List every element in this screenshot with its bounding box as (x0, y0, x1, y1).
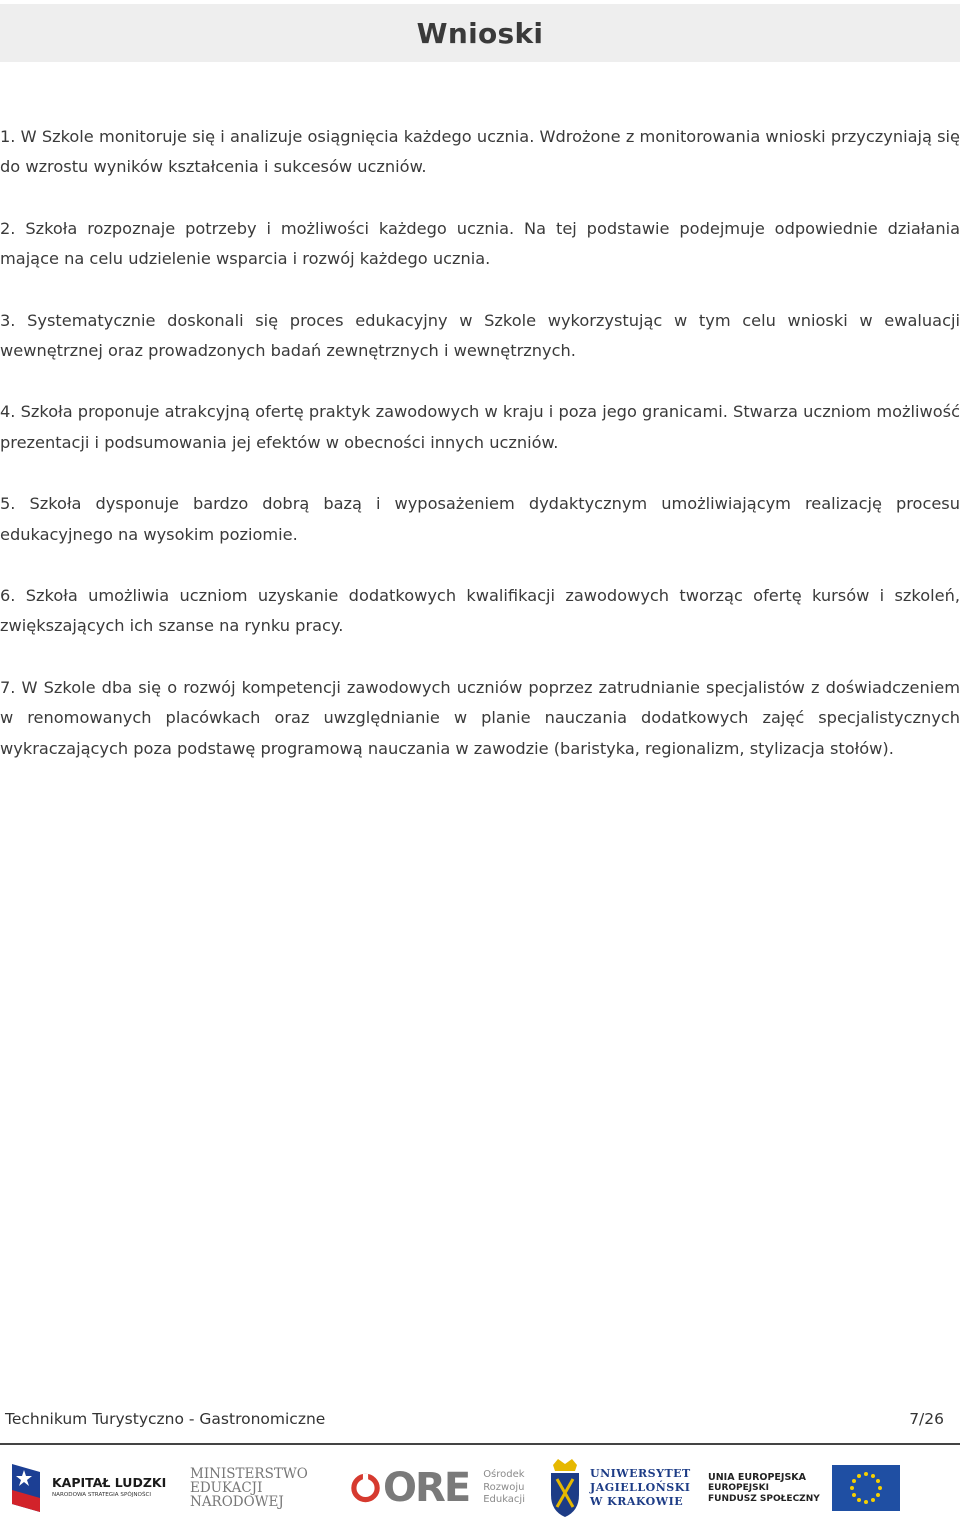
conclusion-item-2: 2. Szkoła rozpoznaje potrzeby i możliwości każdego ucznia. Na tej podstawie podejmuje odpowiednie działania mające na celu udzielenie wsparcia i rozwój każdego ucznia. (0, 218, 960, 269)
men-logo (190, 1452, 320, 1524)
eu-line-2: EUROPEJSKI (708, 1482, 769, 1493)
footer-logos (0, 1452, 960, 1524)
footer-school-name: Technikum Turystyczno - Gastronomiczne (5, 1410, 326, 1428)
eu-flag-icon (832, 1465, 900, 1511)
conclusion-item-3: 3. Systematycznie doskonali się proces edukacyjny w Szkole wykorzystując w tym celu wnioski w ewaluacji wewnętrznej oraz prowadzonych badań zewnętrznych i wewnętrznych. (0, 310, 960, 361)
men-line-3: NARODOWEJ (190, 1494, 284, 1511)
conclusions-list (0, 122, 960, 795)
kapital-ludzki-flag-icon (10, 1460, 44, 1516)
uj-logo (548, 1452, 698, 1524)
uj-line-3: W KRAKOWIE (590, 1495, 684, 1509)
uj-line-1: UNIWERSYTET (590, 1466, 691, 1480)
men-line-1: MINISTERSTWO (190, 1465, 308, 1482)
ore-ring-icon (350, 1464, 381, 1512)
conclusion-item-5: 5. Szkoła dysponuje bardzo dobrą bazą i wyposażeniem dydaktycznym umożliwiającym realizację procesu edukacyjnego na wysokim poziomie. (0, 494, 960, 544)
conclusion-item-6: 6. Szkoła umożliwia uczniom uzyskanie dodatkowych kwalifikacji zawodowych tworząc ofertę kursów i szkoleń, zwiększających ich szanse na rynku pracy. (0, 586, 960, 636)
uj-crest-icon (548, 1457, 582, 1519)
kapital-ludzki-subtitle: NARODOWA STRATEGIA SPÓJNOŚCI (52, 1491, 152, 1498)
footer-divider (0, 1443, 960, 1445)
eu-line-1: UNIA EUROPEJSKA (708, 1471, 806, 1483)
page-title: Wnioski (416, 16, 544, 50)
ore-logo (350, 1452, 525, 1524)
title-bar (0, 4, 960, 62)
uj-line-2: JAGIELLOŃSKI (590, 1480, 691, 1494)
conclusion-item-7: 7. W Szkole dba się o rozwój kompetencji zawodowych uczniów poprzez zatrudnianie specjalistów z doświadczeniem w renomowanych placówkach oraz uwzględnianie w planie nauczania dodatkowych zajęć specjalistycznych wykraczających poza podstawę programową nauczania w zawodzie (baristyka, regionalizm, stylizacja stołów). (0, 677, 960, 758)
kapital-ludzki-logo (10, 1452, 175, 1524)
kapital-ludzki-title: KAPITAŁ LUDZKI (52, 1475, 167, 1491)
footer-page-number: 7/26 (909, 1410, 944, 1428)
men-line-2: EDUKACJI (190, 1479, 263, 1496)
ore-line-1: Ośrodek (483, 1469, 525, 1481)
conclusion-item-1: 1. W Szkole monitoruje się i analizuje osiągnięcia każdego ucznia. Wdrożone z monitorowania wnioski przyczyniają się do wzrostu wyników kształcenia i sukcesów uczniów. (0, 127, 960, 177)
ore-line-3: Edukacji (483, 1494, 525, 1506)
ore-line-2: Rozwoju (483, 1481, 525, 1493)
ore-mark: ORE (383, 1465, 470, 1511)
eu-line-3: FUNDUSZ SPOŁECZNY (708, 1493, 820, 1504)
conclusion-item-4: 4. Szkoła proponuje atrakcyjną ofertę praktyk zawodowych w kraju i poza jego granicami. Stwarza uczniom możliwość prezentacji i podsumowania jej efektów w obecności innych uczniów. (0, 402, 960, 452)
eu-logo (708, 1452, 953, 1524)
